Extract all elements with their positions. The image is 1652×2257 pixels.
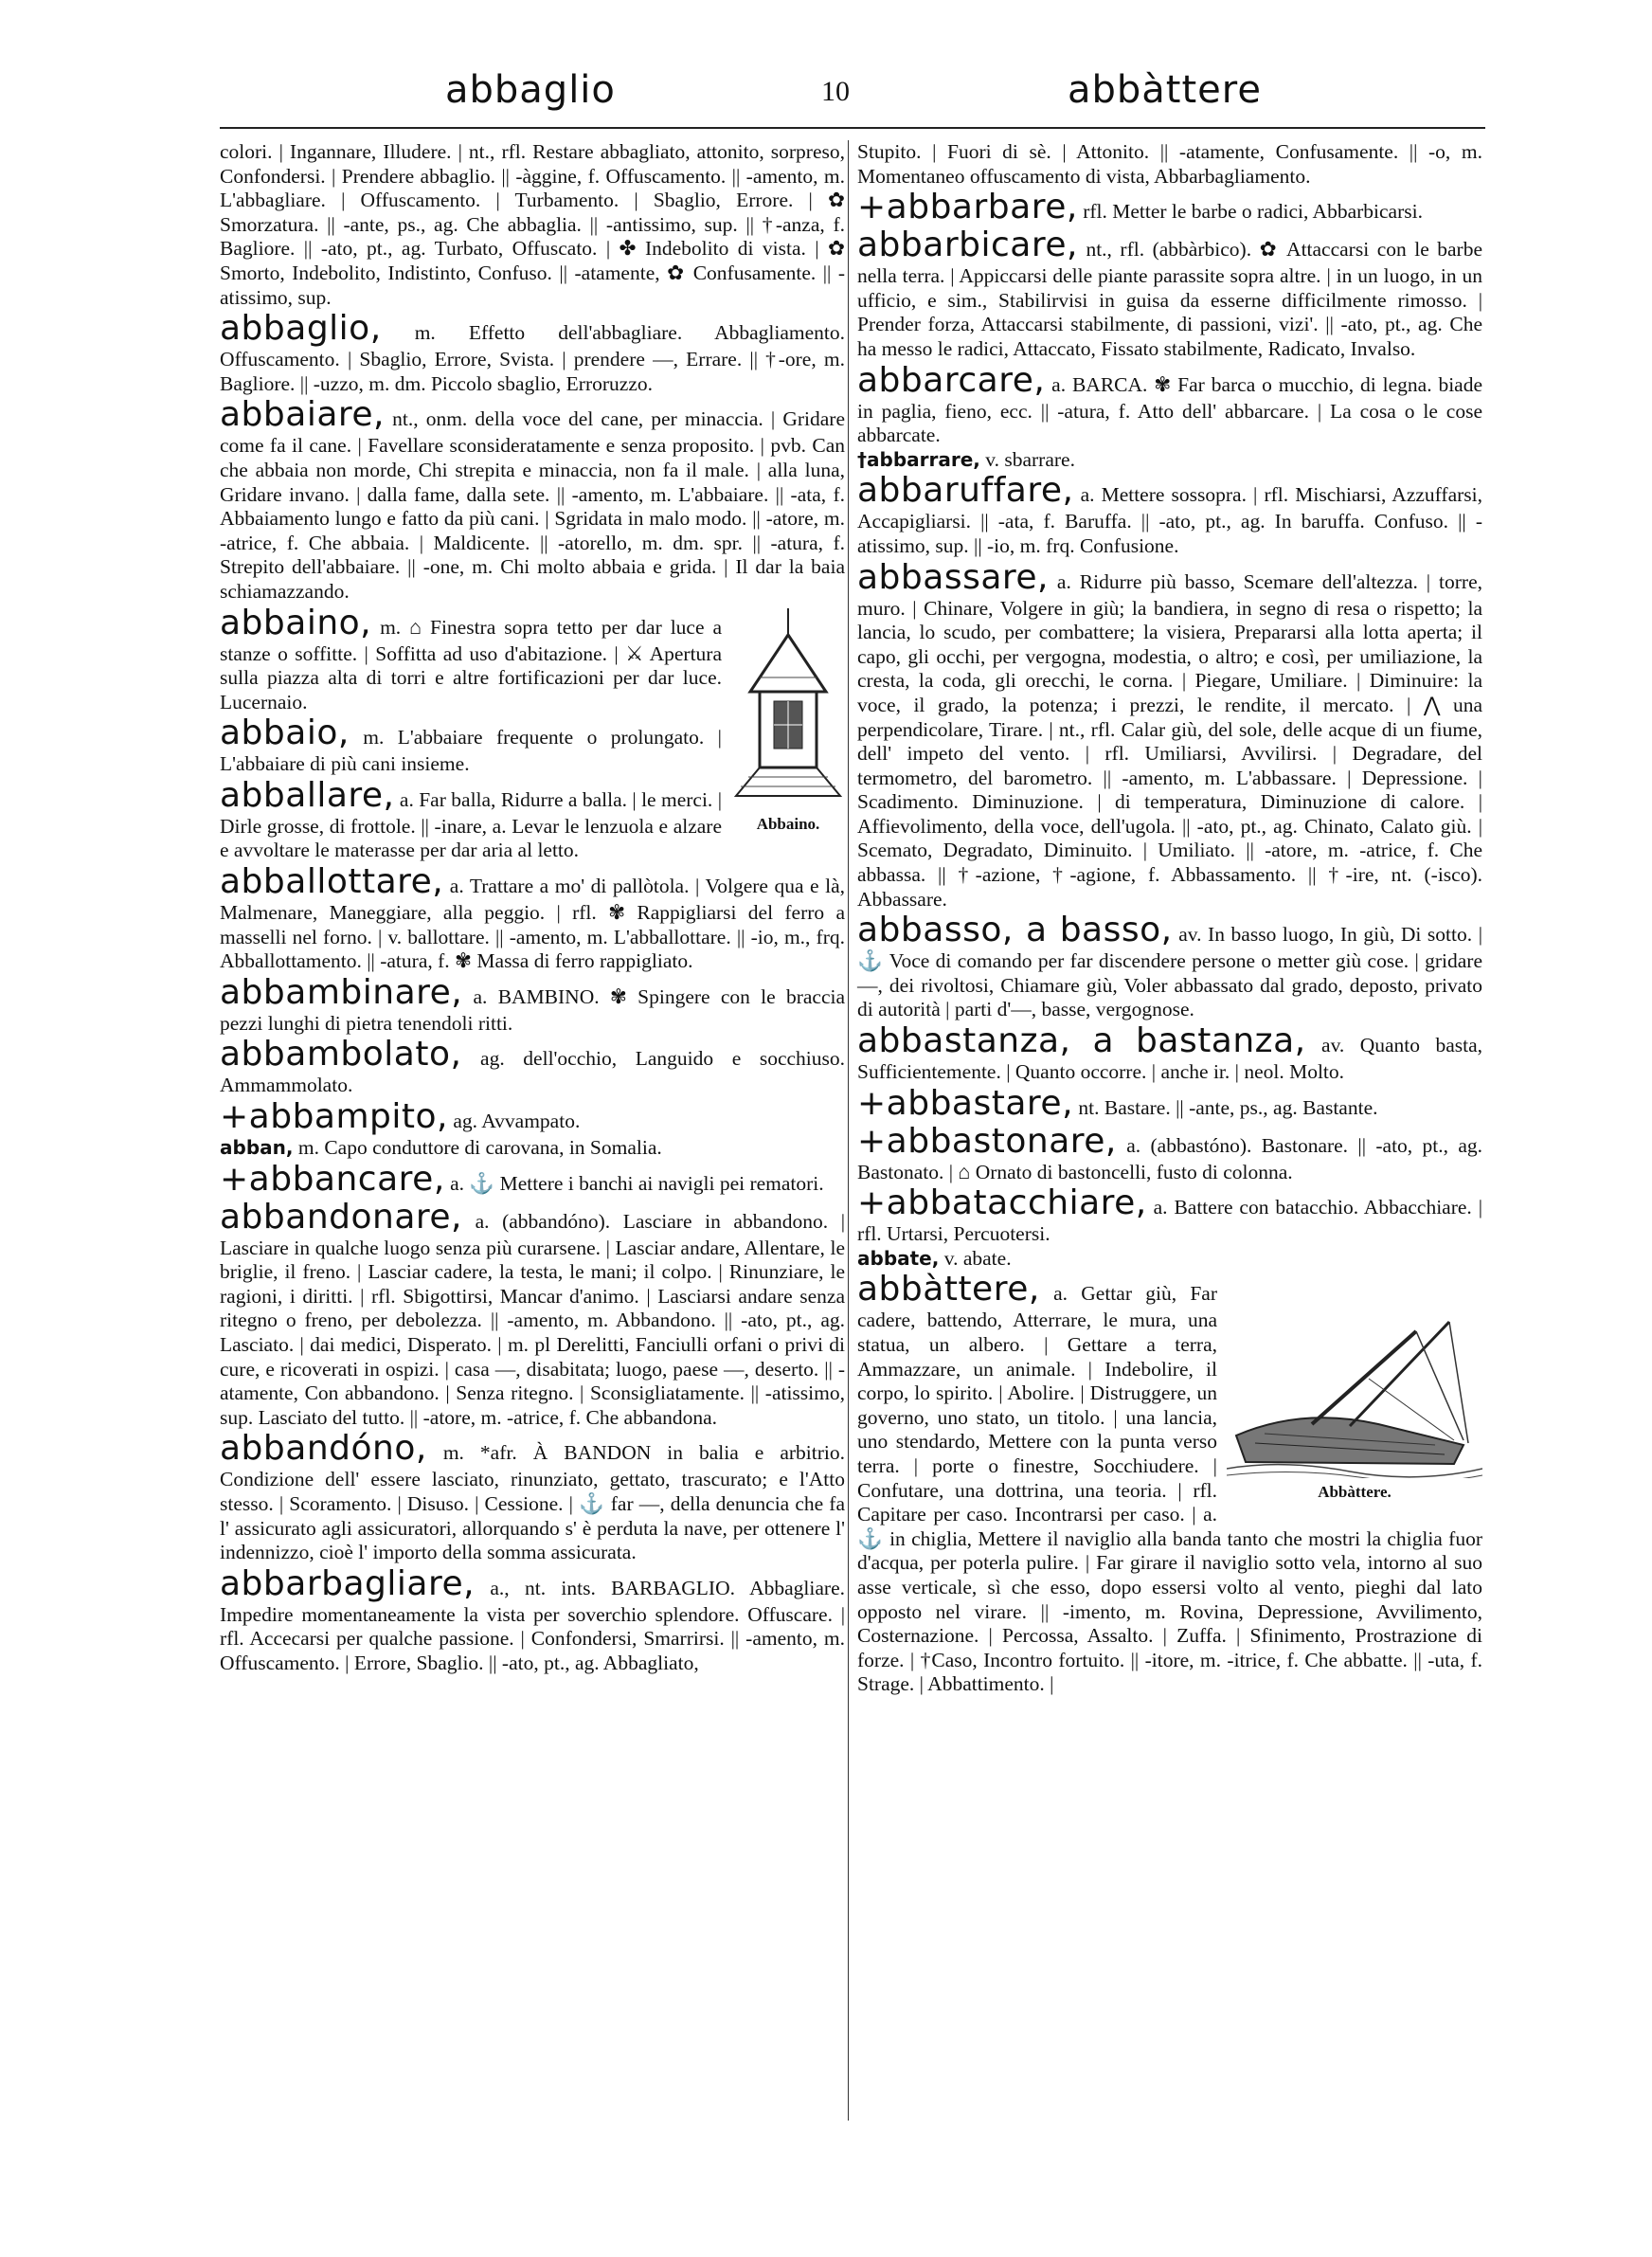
entry — [857, 1271, 1482, 1697]
entry — [220, 396, 845, 604]
header-rule — [220, 127, 1485, 129]
entry-definition: colori. | Ingannare, Illudere. | nt., rfl. Restare abbagliato, attonito, sorpreso, Confondersi. | Prendere abbaglio. || -àggine, f. Offuscamento. || -amento, m. L'abbagliare. | Offuscamento. | Turbamento. | Sbaglio, Errore. | ✿ Smorzatura. || -ante, ps., ag. Che abbaglia. || -antissimo, sup. || †-anza, f. Bagliore. || -ato, pt., ag. Turbato, Offuscato. | ✤ Indebolito di vista. | ✿ Smorto, Indebolito, Indistinto, Confuso. || -atamente, ✿ Confusamente. || -atissimo, sup. — [220, 140, 845, 309]
entry — [857, 1085, 1482, 1123]
entry-headword: abbarcare, — [857, 360, 1046, 400]
entry-headword: abbaio, — [220, 713, 350, 753]
abbattere-illustration — [1227, 1312, 1482, 1505]
entry-definition: ag. dell'occhio, Languido e socchiuso. Ammammolato. — [220, 1047, 846, 1097]
entry-headword: abbate, — [857, 1246, 940, 1270]
entry — [857, 226, 1482, 361]
entry-headword: abbastanza, a bastanza, — [857, 1021, 1306, 1061]
entry — [220, 974, 845, 1037]
entry — [857, 1022, 1482, 1085]
entry-headword: +abbarbare, — [857, 188, 1078, 227]
entry-headword: abbarbagliare, — [220, 1563, 476, 1603]
entry-headword: abbambinare, — [220, 972, 463, 1012]
entry — [220, 1565, 845, 1676]
entry-definition: a. ⚓ Mettere i banchi ai navigli pei rematori. — [450, 1171, 824, 1195]
entry-definition: v. abate. — [943, 1246, 1012, 1270]
entry-headword: abban, — [220, 1136, 294, 1160]
entry — [220, 1098, 845, 1136]
entry-definition: m. Effetto dell'abbagliare. Abbagliamento. Offuscamento. | Sbaglio, Errore, Svista. | prendere —, Errare. || †-ore, m. Bagliore. || -uzzo, m. dm. Piccolo sbaglio, Erroruzzo. — [220, 321, 845, 395]
entry — [220, 863, 845, 974]
entry-definition: nt. Bastare. || -ante, ps., ag. Bastante. — [1078, 1095, 1378, 1119]
figure-caption: Abbaino. — [756, 814, 820, 833]
abbattere-engraving — [1227, 1312, 1482, 1478]
entry-definition: a. BARCA. ✾ Far barca o mucchio, di legna. biade in paglia, fieno, ecc. || -atura, f. Atto dell' abbarcare. | La cosa o le cose abbarcate. — [857, 372, 1482, 447]
entry-definition: m. *afr. À BANDON in balia e arbitrio. Condizione dell' essere lasciato, rinunziato, gettato, trascurato; e l'Atto stesso. | Scoramento. | Disuso. | Cessione. | ⚓ far —, della denuncia che fa l' assicurato agli assicuratori, allorquando s' è perduta la nave, per ottenere l' indennizzo, cioè l' importo della somma assicurata. — [220, 1441, 846, 1564]
entry-definition: av. In basso luogo, In giù, Di sotto. | ⚓ Voce di comando per far discendere persone o metter giù cose. | gridare —, dei rivoltosi, Chiamare giù, Voler abbassato dal grado, deposto, privato di autorità | parti d'—, basse, vergognose. — [857, 923, 1482, 1021]
entry-headword: abbandonare, — [220, 1197, 462, 1237]
entry-headword: +abbatacchiare, — [857, 1183, 1147, 1223]
entry-definition: a. Trattare a mo' di pallòtola. | Volgere qua e là, Malmenare, Maneggiare, alla peggio. | rfl. ✾ Rappigliarsi del ferro a masselli nel forno. | v. ballottare. || -amento, m. L'abballottare. || -io, m., frq. Abballottamento. || -atura, f. ✾ Massa di ferro rappigliato. — [220, 875, 846, 973]
entry — [220, 1036, 845, 1098]
entry-definition: m. L'abbaiare frequente o prolungato. | L'abbaiare di più cani insieme. — [220, 726, 722, 776]
entry-headword: abbarbicare, — [857, 226, 1078, 265]
right-column — [857, 140, 1482, 1697]
figure-caption: Abbàttere. — [1318, 1483, 1392, 1502]
entry-definition: a. Mettere sossopra. | rfl. Mischiarsi, Azzuffarsi, Accapigliarsi. || -ata, f. Baruffa. || -ato, pt., ag. In baruffa. Confuso. || -atissimo, sup. || -io, m. frq. Confusione. — [857, 483, 1483, 557]
entry — [857, 1184, 1482, 1247]
page-number: 10 — [821, 76, 850, 107]
entry-definition: nt., rfl. (abbàrbico). ✿ Attaccarsi con le barbe nella terra. | Appiccarsi delle piante parassite sopra altre. | in un luogo, in un ufficio, e sim., Stabilirvisi in guisa da esserne difficilmente rimosso. | Prender forza, Attaccarsi stabilmente, di passioni, vizi'. || -ato, pt., ag. Che ha messo le radici, Attaccato, Fissato stabilmente, Radicato, Invalso. — [857, 238, 1483, 360]
entry-headword: †abbarrare, — [857, 447, 980, 471]
abbaino-illustration — [731, 606, 845, 837]
entry — [220, 1199, 845, 1431]
entry — [857, 140, 1482, 189]
page-header — [220, 68, 1485, 125]
entry-headword: +abbastonare, — [857, 1121, 1117, 1161]
entry-definition: a. (abbandóno). Lasciare in abbandono. | Lasciare in qualche luogo senza più curarsene. | Lasciar andare, Allentare, le briglie, il freno. | Lasciar cadere, la testa, le mani; il colpo. | Rinunziare, le ragioni, i diritti. | rfl. Sbigottirsi, Mancar d'animo. | Lasciarsi andare senza ritegno o freno, per debolezza. || -amento, m. Abbandono. || -ato, pt., ag. Lasciato. | dai medici, Disperato. | m. pl Derelitti, Fanciulli orfani o privi di cure, e ricoverati in ospizi. | casa —, disabitata; luogo, paese —, deserto. || -atamente, Con abbandono. | Senza ritegno. | Sconsigliatamente. || -atissimo, sup. Lasciato del tutto. || -atore, m. -atrice, f. Che abbandona. — [220, 1209, 845, 1429]
column-divider — [848, 140, 849, 2121]
entry-headword: abbaruffare, — [857, 471, 1074, 511]
entry-headword: abbaglio, — [220, 309, 382, 349]
entry — [220, 140, 845, 310]
entry-headword: abbambolato, — [220, 1035, 462, 1074]
entry — [857, 362, 1482, 448]
entry-headword: abballottare, — [220, 862, 444, 902]
entry-headword: abbassare, — [857, 557, 1049, 597]
right-guide-word: abbàttere — [1068, 68, 1262, 112]
entry — [857, 912, 1482, 1022]
entry-definition: a. (abbastóno). Bastonare. || -ato, pt., ag. Bastonato. | ⌂ Ornato di bastoncelli, fusto di colonna. — [857, 1133, 1483, 1183]
entry — [857, 1247, 1482, 1272]
entry-headword: +abbampito, — [220, 1097, 448, 1137]
abbaino-engraving — [731, 606, 845, 810]
entry — [857, 189, 1482, 226]
entry-definition: m. Capo conduttore di carovana, in Somalia. — [297, 1136, 662, 1160]
entry-definition: Stupito. | Fuori di sè. | Attonito. || -atamente, Confusamente. || -o, m. Momentaneo offuscamento di vista, Abbarbagliamento. — [857, 140, 1482, 188]
entry-definition: a. BAMBINO. ✾ Spingere con le braccia pezzi lunghi di pietra tenendoli ritti. — [220, 984, 846, 1035]
entry-headword: abbàttere, — [857, 1270, 1040, 1309]
entry-definition: a. Battere con batacchio. Abbacchiare. | rfl. Urtarsi, Percuotersi. — [857, 1196, 1483, 1246]
entry — [857, 448, 1482, 473]
left-column — [220, 140, 845, 1676]
entry-definition: nt., onm. della voce del cane, per minaccia. | Gridare come fa il cane. | Favellare sconsideratamente e senza proposito. | pvb. Can che abbaia non morde, Chi strepita e minaccia, non fa il male. | alla luna, Gridare invano. | dalla fame, dalla sete. || -amento, m. L'abbaiare. || -ata, f. Abbaiamento lungo e fatto da più cani. | Sgridata in malo modo. || -atore, m. -atrice, f. Che abbaia. | Maldicente. || -atorello, m. dm. spr. || -atura, f. Strepito dell'abbaiare. || -one, m. Chi molto abbaia e grida. | Il dar la baia schiamazzando. — [220, 407, 846, 603]
entry-headword: +abbastare, — [857, 1083, 1074, 1123]
entry-definition: a. Far balla, Ridurre a balla. | le merci. | Dirle grosse, di frottole. || -inare, a. Levar le lenzuola e alzare e avvoltare le materasse per dar aria al letto. — [220, 787, 723, 862]
entry-definition: rfl. Metter le barbe o radici, Abbarbicarsi. — [1083, 200, 1423, 224]
entry — [220, 1136, 845, 1161]
entry — [220, 310, 845, 396]
entry-headword: abballare, — [220, 775, 395, 815]
entry — [220, 1430, 845, 1564]
entry-definition: m. ⌂ Finestra sopra tetto per dar luce a stanze o soffitte. | Soffitta ad uso d'abitazione. | ⚔ Apertura sulla piazza alta di torri e altre fortificazioni per dar luce. Lucernaio. — [220, 615, 722, 713]
entry-definition: ag. Avvampato. — [453, 1110, 581, 1133]
entry — [220, 1161, 845, 1199]
entry-definition: a. Ridurre più basso, Scemare dell'altezza. | torre, muro. | Chinare, Volgere in giù; la bandiera, in segno di resa o rispetto; la lancia, lo scudo, per combattere; la visiera, Prepararsi alla lotta aperta; il capo, gli occhi, per vergogna, modestia, o altro; e così, per umiliazione, la cresta, la coda, gli orecchi, le corna. | Piegare, Umiliare. | Diminuire: la voce, il grado, la potenza; i prezzi, le rendite, il mercato. | ⋀ una perpendicolare, Tirare. | nt., rfl. Calar giù, del sole, delle acque di un fiume, dell' impeto del vento. | rfl. Umiliarsi, Avvilirsi. | Degradare, del termometro, del barometro. || -amento, m. L'abbassare. | Depressione. | Scadimento. Diminuzione. | di temperatura, Diminuzione di calore. | Affievolimento, della voce, dell'ugola. || -ato, pt., ag. Chinato, Calato giù. | Scemato, Degradato, Diminuito. | Umiliato. || -atore, m. -atrice, f. Che abbassa. || †-azione, †-agione, f. Abbassamento. || †-ire, nt. (-isco). Abbassare. — [857, 569, 1482, 911]
entry — [857, 559, 1482, 912]
entry-definition: av. Quanto basta, Sufficientemente. | Quanto occorre. | anche ir. | neol. Molto. — [857, 1034, 1483, 1084]
left-guide-word: abbaglio — [445, 68, 616, 112]
entry — [857, 1123, 1482, 1185]
entry-definition: a. Gettar giù, Far cadere, battendo, Atterrare, le mura, una statua, un albero. | Gettare a terra, Ammazzare, un animale. | Indebolire, il corpo, lo spirito. | Abolire. | Distruggere, un governo, uno stato, un titolo. | una lancia, uno stendardo, Mettere con la punta verso terra. | porte o finestre, Socchiudere. | Confutare, una dottrina, una teoria. | rfl. Capitare per caso. Incontrarsi per caso. | a. ⚓ in chiglia, Mettere il naviglio alla banda tanto che mostri la chiglia fuor d'acqua, per poterla pulire. | Far girare il naviglio sotto vela, intorno al suo asse verticale, sì che esso, dopo essersi volto al vento, pieghi dal lato opposto nel virare. || -imento, m. Rovina, Depressione, Avvilimento, Costernazione. | Percossa, Assalto. | Zuffa. | Sfinimento, Prostrazione di forze. | †Caso, Incontro fortuito. || -itore, m. -itrice, f. Che abbatte. || -uta, f. Strage. | Abbattimento. | — [857, 1282, 1482, 1696]
entry-headword: abbasso, a basso, — [857, 911, 1173, 950]
entry-headword: abbandóno, — [220, 1429, 427, 1469]
entry-definition: a., nt. ints. BARBAGLIO. Abbagliare. Impedire momentaneamente la vista per soverchio splendore. Offuscare. | rfl. Accecarsi per qualche passione. | Confondersi, Smarrirsi. || -amento, m. Offuscamento. | Errore, Sbaglio. || -ato, pt., ag. Abbagliato, — [220, 1576, 846, 1674]
entry — [857, 472, 1482, 558]
entry-headword: +abbancare, — [220, 1159, 445, 1199]
entry-headword: abbaiare, — [220, 395, 385, 435]
entry-definition: v. sbarrare. — [985, 447, 1075, 471]
entry-headword: abbaino, — [220, 603, 372, 642]
